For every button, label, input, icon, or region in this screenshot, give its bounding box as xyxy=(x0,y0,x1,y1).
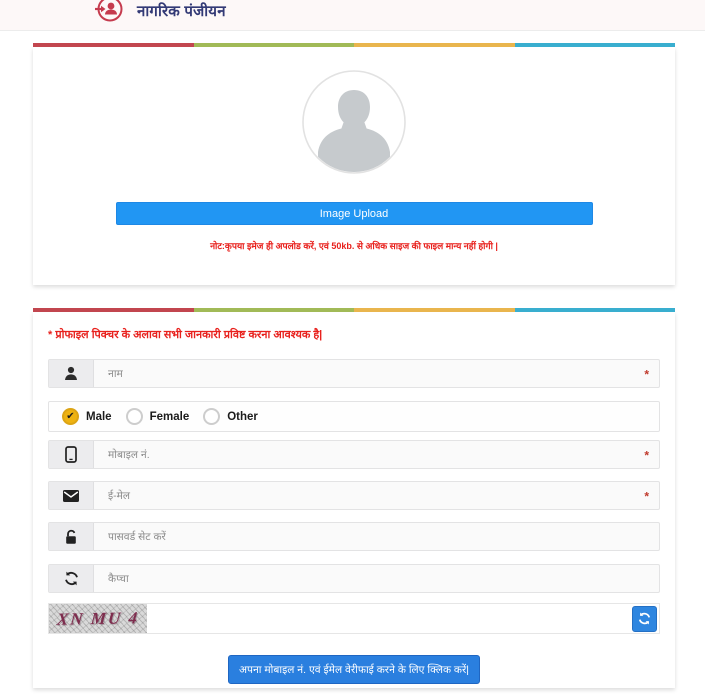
page-header xyxy=(0,0,705,31)
captcha-image xyxy=(49,604,147,633)
avatar-placeholder xyxy=(301,69,407,175)
required-fields-note: * प्रोफाइल पिक्चर के अलावा सभी जानकारी प्रविष्ट करना आवश्यक है| xyxy=(48,329,323,341)
captcha-field-group xyxy=(48,564,660,593)
required-asterisk: * xyxy=(644,488,649,503)
verify-mobile-email-button[interactable]: अपना मोबाइल नं. एवं ईमेल वेरीफाई करने के लिए क्लिक करें| xyxy=(228,655,480,684)
radio-male[interactable]: ✔ xyxy=(62,408,79,425)
radio-female[interactable] xyxy=(126,408,143,425)
password-field-group xyxy=(48,522,660,551)
captcha-input[interactable] xyxy=(94,565,659,592)
refresh-icon xyxy=(638,612,651,625)
user-icon xyxy=(49,360,94,387)
mobile-field-group xyxy=(48,440,660,469)
captcha-refresh-button[interactable] xyxy=(632,606,657,632)
gender-option-male[interactable]: ✔ Male xyxy=(62,408,112,425)
register-user-icon xyxy=(93,0,125,30)
name-field-group xyxy=(48,359,660,388)
decorative-color-bar xyxy=(33,43,675,47)
captcha-text: XN MU 4 xyxy=(56,607,140,629)
email-input[interactable] xyxy=(94,482,659,509)
registration-form-card xyxy=(33,308,675,688)
page-title: नागरिक पंजीयन xyxy=(137,3,226,20)
gender-field-group xyxy=(48,401,660,432)
required-asterisk: * xyxy=(644,366,649,381)
image-upload-button[interactable]: Image Upload xyxy=(116,202,593,225)
radio-other[interactable] xyxy=(203,408,220,425)
mobile-input[interactable] xyxy=(94,441,659,468)
gender-option-female[interactable]: Female xyxy=(126,408,190,425)
required-asterisk: * xyxy=(644,447,649,462)
refresh-icon xyxy=(49,565,94,592)
upload-card xyxy=(33,43,675,285)
decorative-color-bar xyxy=(33,308,675,312)
smartphone-icon xyxy=(49,441,94,468)
upload-size-note: नोट:कृपया इमेज ही अपलोड करें, एवं 50kb. से अधिक साइज की फाइल मान्य नहीं होगी | xyxy=(210,241,498,251)
name-input[interactable] xyxy=(94,360,659,387)
envelope-icon xyxy=(49,482,94,509)
email-field-group xyxy=(48,481,660,510)
captcha-image-row xyxy=(48,603,660,634)
padlock-icon xyxy=(49,523,94,550)
password-input[interactable] xyxy=(94,523,659,550)
gender-option-other[interactable]: Other xyxy=(203,408,258,425)
